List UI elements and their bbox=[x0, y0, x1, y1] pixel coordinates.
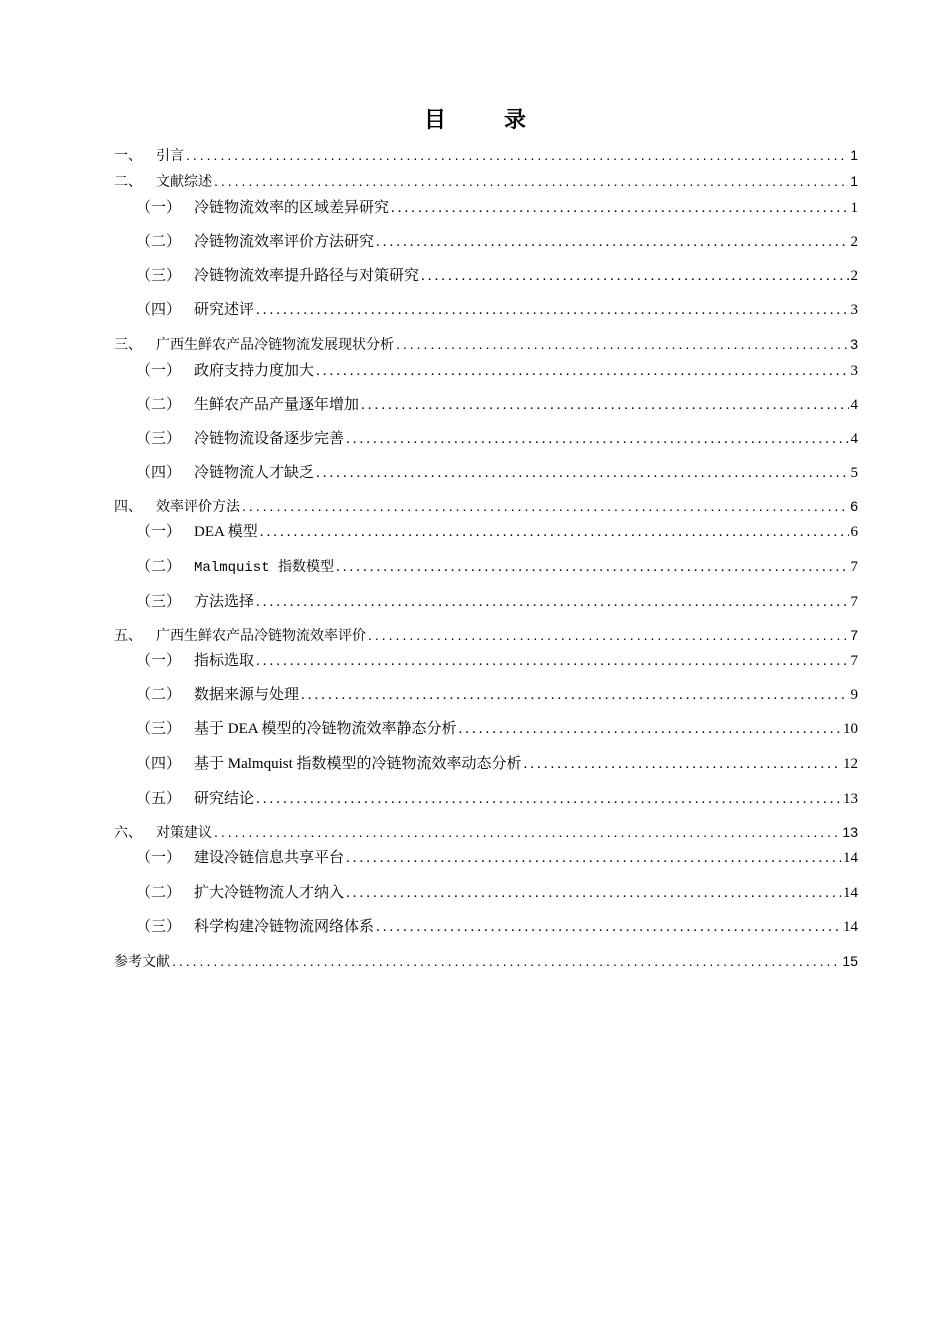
toc-entry[interactable] bbox=[114, 196, 858, 217]
toc-entry-page: 15 bbox=[842, 953, 858, 969]
toc-entry-page: 14 bbox=[843, 850, 858, 866]
toc-entry-page: 10 bbox=[843, 721, 858, 737]
toc-title: 目 录 bbox=[423, 107, 553, 132]
toc-entry-number: （二） bbox=[136, 397, 182, 413]
toc-entry-label: 研究结论 bbox=[194, 791, 255, 807]
toc-leader-dots bbox=[459, 721, 841, 738]
toc-leader-dots bbox=[346, 431, 848, 448]
toc-entry-number: （三） bbox=[136, 431, 182, 447]
toc-entry-label: 冷链物流效率提升路径与对策研究 bbox=[194, 268, 420, 284]
toc-entry-number: （二） bbox=[136, 885, 182, 901]
toc-entry-label: DEA 模型 bbox=[194, 524, 258, 540]
toc-leader-dots bbox=[524, 756, 841, 773]
toc-entry[interactable] bbox=[114, 359, 858, 380]
toc-leader-dots bbox=[214, 824, 840, 840]
toc-entry-label: Malmquist 指数模型 bbox=[194, 560, 335, 576]
toc-entry[interactable] bbox=[114, 915, 858, 936]
toc-entry-page: 5 bbox=[850, 465, 858, 481]
toc-entry-label: 生鲜农产品产量逐年增加 bbox=[194, 397, 360, 413]
toc-entry-page: 12 bbox=[843, 756, 858, 772]
toc-leader-dots bbox=[391, 200, 848, 217]
toc-entry-page: 4 bbox=[850, 431, 858, 447]
toc-leader-dots bbox=[256, 302, 848, 319]
toc-leader-dots bbox=[376, 234, 848, 251]
toc-leader-dots bbox=[396, 336, 848, 352]
toc-entry-page: 7 bbox=[850, 653, 858, 669]
toc-entry-label: 方法选择 bbox=[194, 594, 255, 610]
toc-entry-label: 广西生鲜农产品冷链物流发展现状分析 bbox=[156, 336, 394, 352]
toc-entry-label: 参考文献 bbox=[114, 953, 170, 969]
toc-leader-dots bbox=[256, 653, 848, 670]
toc-entry-label: 效率评价方法 bbox=[156, 498, 240, 514]
toc-entry-label: 对策建议 bbox=[156, 824, 212, 840]
toc-entry-page: 6 bbox=[850, 498, 858, 514]
toc-entry-page: 6 bbox=[850, 524, 858, 540]
toc-entry-number: （二） bbox=[136, 559, 182, 575]
toc-entry-label: 研究述评 bbox=[194, 302, 255, 318]
toc-entry-page: 13 bbox=[842, 824, 858, 840]
toc-entry-label: 冷链物流人才缺乏 bbox=[194, 465, 315, 481]
toc-entry-page: 2 bbox=[850, 234, 858, 250]
toc-entry-label: 建设冷链信息共享平台 bbox=[194, 850, 345, 866]
toc-entry[interactable] bbox=[114, 298, 858, 319]
toc-leader-dots bbox=[256, 791, 841, 808]
toc-entry-label: 基于 Malmquist 指数模型的冷链物流效率动态分析 bbox=[194, 756, 522, 772]
toc-entry-label: 基于 DEA 模型的冷链物流效率静态分析 bbox=[194, 721, 457, 737]
toc-entry[interactable] bbox=[114, 555, 858, 576]
toc-leader-dots bbox=[361, 397, 848, 414]
toc-entry-page: 1 bbox=[850, 200, 858, 216]
toc-entry-label: 扩大冷链物流人才纳入 bbox=[194, 885, 345, 901]
toc-entry[interactable] bbox=[114, 846, 858, 867]
toc-entry[interactable] bbox=[114, 683, 858, 704]
toc-entry-number: （一） bbox=[136, 363, 182, 379]
toc-leader-dots bbox=[186, 147, 848, 163]
toc-entry[interactable] bbox=[114, 230, 858, 251]
toc-entry-page: 4 bbox=[850, 397, 858, 413]
toc-leader-dots bbox=[260, 524, 849, 541]
toc-entry[interactable] bbox=[114, 461, 858, 482]
toc-entry-page: 7 bbox=[850, 594, 858, 610]
toc-leader-dots bbox=[316, 465, 848, 482]
toc-leader-dots bbox=[172, 953, 840, 969]
toc-leader-dots bbox=[242, 498, 848, 514]
toc-entry-number: （四） bbox=[136, 465, 182, 481]
toc-entry[interactable] bbox=[114, 717, 858, 738]
toc-entry-number: （一） bbox=[136, 653, 182, 669]
toc-entry-number: 三、 bbox=[114, 336, 142, 352]
toc-entry-label: 文献综述 bbox=[156, 173, 212, 189]
toc-leader-dots bbox=[336, 559, 848, 576]
toc-entry-number: （一） bbox=[136, 850, 182, 866]
toc-entry[interactable] bbox=[114, 590, 858, 611]
toc-entry-number: （五） bbox=[136, 791, 182, 807]
toc-entry-number: （二） bbox=[136, 687, 182, 703]
toc-leader-dots bbox=[346, 850, 841, 867]
toc-entry[interactable] bbox=[114, 334, 858, 354]
toc-entry-number: （二） bbox=[136, 234, 182, 250]
toc-entry-number: （四） bbox=[136, 756, 182, 772]
toc-entry[interactable] bbox=[114, 822, 858, 842]
toc-entry-number: 五、 bbox=[114, 627, 142, 643]
toc-entry[interactable] bbox=[114, 145, 858, 165]
toc-entry-number: （三） bbox=[136, 594, 182, 610]
toc-entry-page: 7 bbox=[850, 627, 858, 643]
toc-entry-number: （一） bbox=[136, 524, 182, 540]
toc-entry-number: 六、 bbox=[114, 824, 142, 840]
toc-entry-page: 14 bbox=[843, 885, 858, 901]
toc-entry[interactable] bbox=[114, 752, 858, 773]
toc-leader-dots bbox=[368, 627, 848, 643]
toc-entry-label: 冷链物流效率的区域差异研究 bbox=[194, 200, 390, 216]
toc-entry[interactable] bbox=[114, 427, 858, 448]
toc-entry-label: 引言 bbox=[156, 147, 184, 163]
toc-entry-number: 二、 bbox=[114, 173, 142, 189]
toc-entry-number: 四、 bbox=[114, 498, 142, 514]
toc-entry-page: 14 bbox=[843, 919, 858, 935]
toc-entry-label: 冷链物流效率评价方法研究 bbox=[194, 234, 375, 250]
toc-entry[interactable] bbox=[114, 881, 858, 902]
toc-entry-page: 1 bbox=[850, 173, 858, 189]
toc-entry-page: 7 bbox=[850, 559, 858, 575]
toc-entry-number: （四） bbox=[136, 302, 182, 318]
toc-entry[interactable] bbox=[114, 625, 858, 645]
toc-entry[interactable] bbox=[114, 393, 858, 414]
toc-leader-dots bbox=[214, 173, 848, 189]
toc-leader-dots bbox=[256, 594, 848, 611]
toc-entry-number: （三） bbox=[136, 268, 182, 284]
toc-leader-dots bbox=[346, 885, 841, 902]
toc-entry-number: （三） bbox=[136, 721, 182, 737]
toc-entry-label: 指标选取 bbox=[194, 653, 255, 669]
toc-entry-label: 政府支持力度加大 bbox=[194, 363, 315, 379]
toc-entry-page: 3 bbox=[850, 363, 858, 379]
toc-entry[interactable] bbox=[114, 520, 858, 541]
toc-entry[interactable] bbox=[114, 951, 858, 971]
toc-entry-page: 1 bbox=[850, 147, 858, 163]
toc-leader-dots bbox=[376, 919, 841, 936]
toc-leader-dots bbox=[421, 268, 848, 285]
toc-entry[interactable] bbox=[114, 787, 858, 808]
toc-entry[interactable] bbox=[114, 264, 858, 285]
toc-entry-label: 广西生鲜农产品冷链物流效率评价 bbox=[156, 627, 366, 643]
toc-entry-number: 一、 bbox=[114, 147, 142, 163]
toc-leader-dots bbox=[301, 687, 848, 704]
toc-entry-page: 3 bbox=[850, 336, 858, 352]
toc-entry[interactable] bbox=[114, 649, 858, 670]
toc-entry[interactable] bbox=[114, 171, 858, 191]
toc-entry-label: 科学构建冷链物流网络体系 bbox=[194, 919, 375, 935]
toc-entry-page: 9 bbox=[850, 687, 858, 703]
toc-entry[interactable] bbox=[114, 496, 858, 516]
toc-entry-page: 13 bbox=[843, 791, 858, 807]
toc-entry-page: 2 bbox=[850, 268, 858, 284]
toc-entry-number: （一） bbox=[136, 200, 182, 216]
toc-leader-dots bbox=[316, 363, 848, 380]
toc-entry-label: 冷链物流设备逐步完善 bbox=[194, 431, 345, 447]
toc-entry-label: 数据来源与处理 bbox=[194, 687, 300, 703]
toc-entry-number: （三） bbox=[136, 919, 182, 935]
toc-entry-page: 3 bbox=[850, 302, 858, 318]
